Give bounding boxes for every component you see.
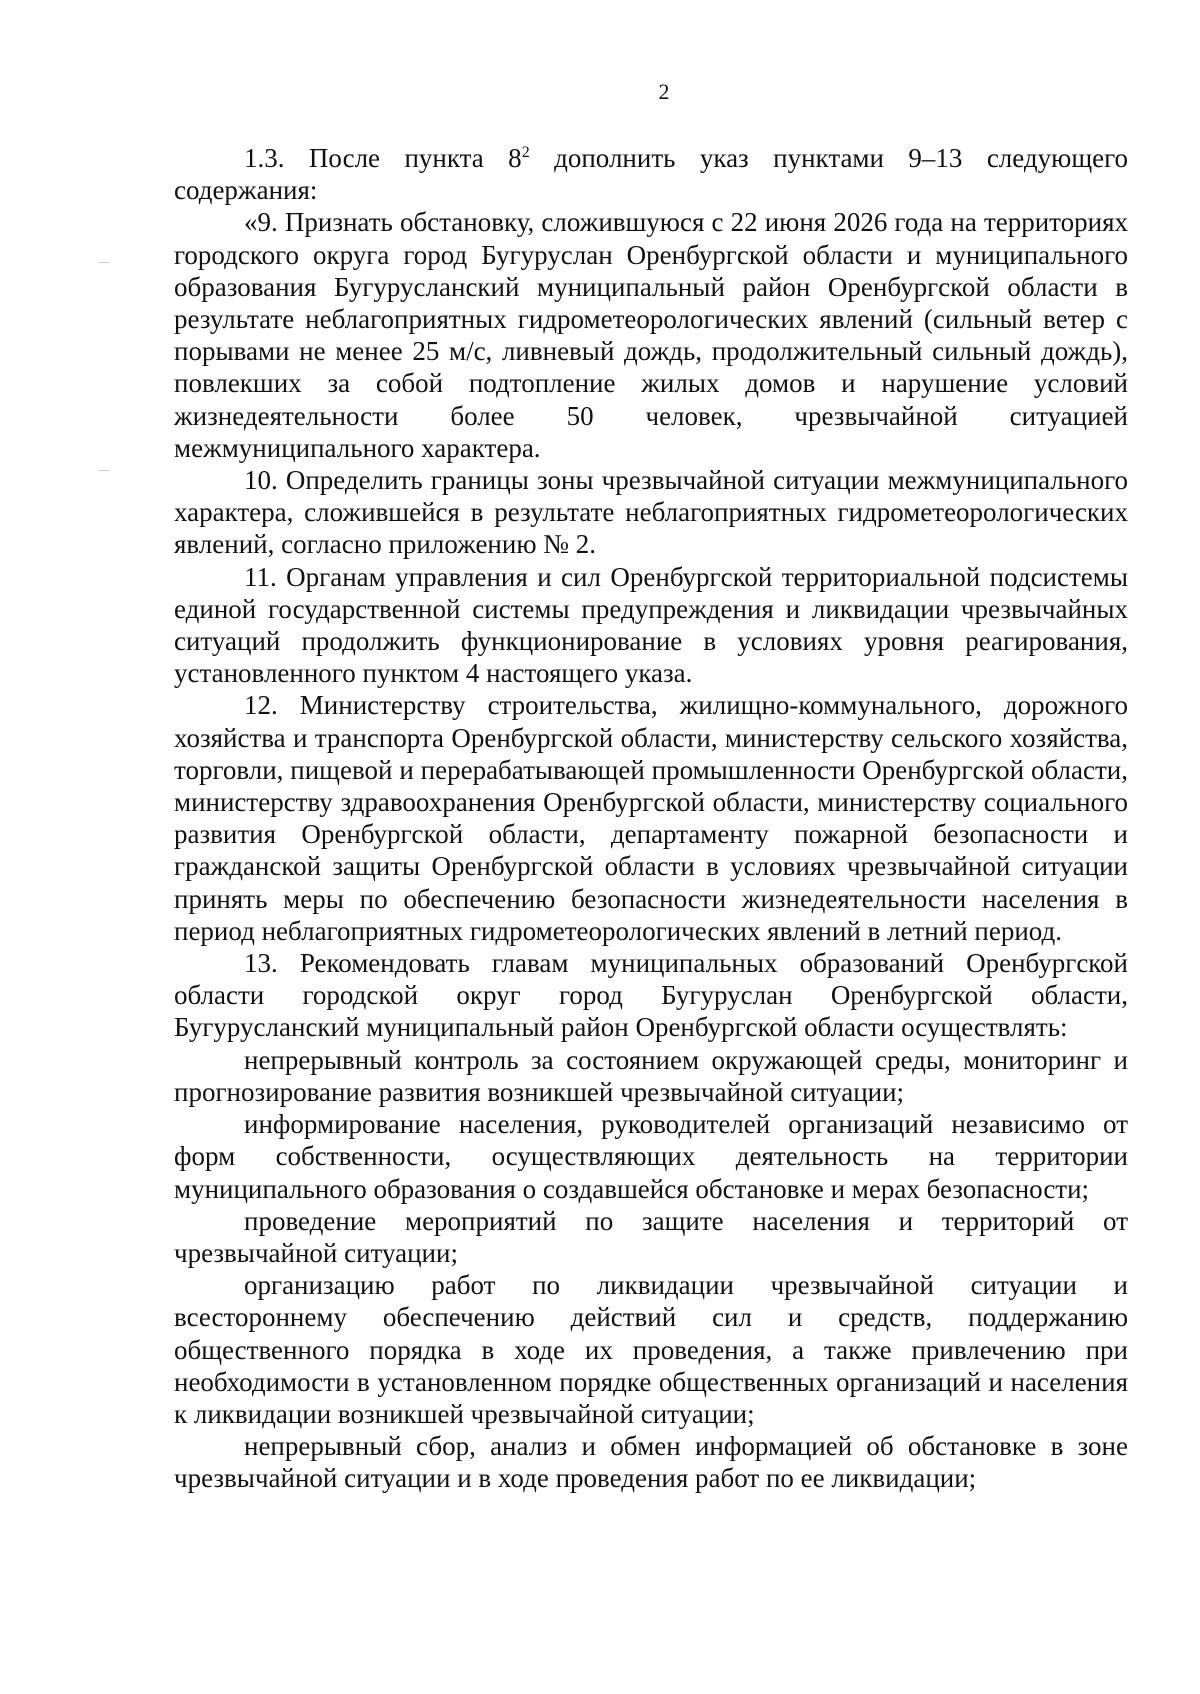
list-item-liquidation: организацию работ по ликвидации чрезвычайной ситуации и всестороннему обеспечению действий сил и средств, поддержанию общественного порядка в ходе их проведения, а также привлечению при необходимости в установленном порядке общественных организаций и населения к ликвидации возникшей чрезвычайной ситуации; xyxy=(174,1270,1128,1429)
list-item-information-exchange: непрерывный сбор, анализ и обмен информацией об обстановке в зоне чрезвычайной ситуации и в ходе проведения работ по ее ликвидации; xyxy=(174,1431,1128,1494)
paragraph-1-3-text-end: дополнить указ пунктами 9–13 следующего содержания: xyxy=(174,143,1128,206)
paragraph-11: 11. Органам управления и сил Оренбургской территориальной подсистемы единой государственной системы предупреждения и ликвидации чрезвычайных ситуаций продолжить функционирование в условиях уровня реагирования, установленного пунктом 4 настоящего указа. xyxy=(174,561,1128,689)
margin-scan-mark xyxy=(98,262,110,263)
document-body xyxy=(174,142,1128,1495)
list-item-monitoring: непрерывный контроль за состоянием окружающей среды, мониторинг и прогнозирование развития возникшей чрезвычайной ситуации; xyxy=(174,1044,1128,1107)
paragraph-12: 12. Министерству строительства, жилищно-коммунального, дорожного хозяйства и транспорта Оренбургской области, министерству сельского хозяйства, торговли, пищевой и перерабатывающей промышленности Оренбургской области, министерству здравоохранения Оренбургской области, министерству социального развития Оренбургской области, департаменту пожарной безопасности и гражданской защиты Оренбургской области в условиях чрезвычайной ситуации принять меры по обеспечению безопасности жизнедеятельности населения в период неблагоприятных гидрометеорологических явлений в летний период. xyxy=(174,690,1128,946)
superscript: 2 xyxy=(521,144,530,161)
page-number: 2 xyxy=(658,79,670,104)
list-item-informing: информирование населения, руководителей организаций независимо от форм собственности, осуществляющих деятельность на территории муниципального образования о создавшейся обстановке и мерах безопасности; xyxy=(174,1109,1128,1204)
paragraph-1-3-text-start: 1.3. После пункта 8 xyxy=(244,143,522,173)
paragraph-13: 13. Рекомендовать главам муниципальных образований Оренбургской области городской округ город Бугуруслан Оренбургской области, Бугурусланский муниципальный район Оренбургской области осуществлять: xyxy=(174,948,1128,1043)
paragraph-10: 10. Определить границы зоны чрезвычайной ситуации межмуниципального характера, сложившейся в результате неблагоприятных гидрометеорологических явлений, согласно приложению № 2. xyxy=(174,465,1128,560)
margin-scan-mark xyxy=(98,470,110,471)
list-item-protection: проведение мероприятий по защите населения и территорий от чрезвычайной ситуации; xyxy=(174,1205,1128,1268)
paragraph-9: «9. Признать обстановку, сложившуюся с 22 июня 2026 года на территориях городского округа город Бугуруслан Оренбургской области и муниципального образования Бугурусланский муниципальный район Оренбургской области в результате неблагоприятных гидрометеорологических явлений (сильный ветер с порывами не менее 25 м/с, ливневый дождь, продолжительный сильный дождь), повлекших за собой подтопление жилых домов и нарушение условий жизнедеятельности более 50 человек, чрезвычайной ситуацией межмуниципального характера. xyxy=(174,207,1128,463)
paragraph-1-3 xyxy=(174,142,1128,206)
